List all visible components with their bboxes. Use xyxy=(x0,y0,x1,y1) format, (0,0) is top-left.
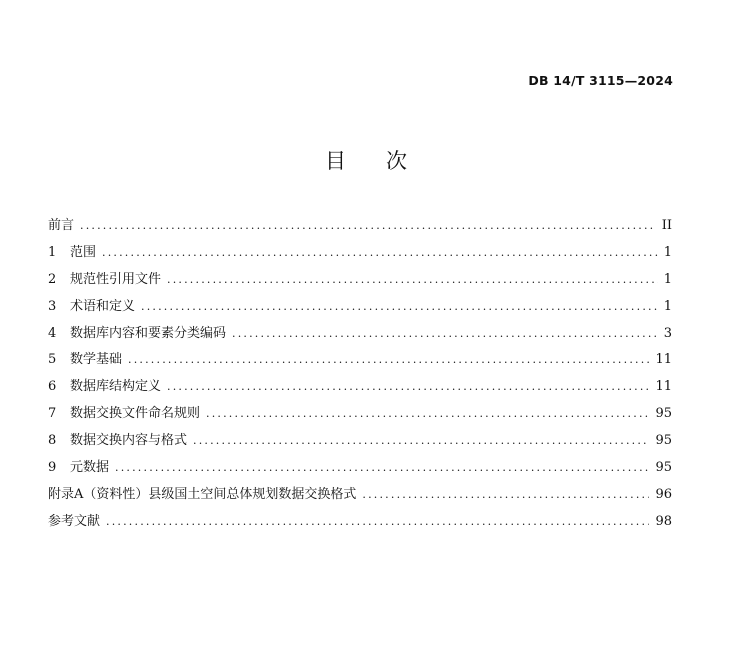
toc-entry-number: 6 xyxy=(48,379,57,395)
toc-leader-dots xyxy=(102,243,658,263)
toc-leader-dots xyxy=(106,512,649,532)
toc-entry-page: 11 xyxy=(655,379,672,395)
toc-entry-preface[interactable] xyxy=(48,216,672,243)
toc-entry-text: 数据库内容和要素分类编码 xyxy=(70,325,227,341)
toc-entry-4[interactable] xyxy=(48,324,672,351)
toc-entry-page: 1 xyxy=(663,244,672,260)
toc-entry-number: 2 xyxy=(48,271,57,287)
toc-entry-page: 95 xyxy=(655,460,672,476)
toc-leader-dots xyxy=(362,485,649,505)
toc-leader-dots xyxy=(193,431,649,451)
toc-leader-dots xyxy=(167,377,649,397)
toc-entry-text: 数据库结构定义 xyxy=(70,379,162,395)
toc-entry-page: 1 xyxy=(663,271,672,287)
toc-entry-5[interactable] xyxy=(48,350,672,377)
toc-leader-dots xyxy=(80,216,656,236)
toc-entry-6[interactable] xyxy=(48,377,672,404)
toc-entry-text: 元数据 xyxy=(70,460,110,476)
toc-entry-9[interactable] xyxy=(48,458,672,485)
toc-entry-text: 数据交换内容与格式 xyxy=(70,433,188,449)
toc-entry-text: 附录A（资料性）县级国土空间总体规划数据交换格式 xyxy=(48,486,357,502)
toc-entry-text: 术语和定义 xyxy=(70,298,136,314)
toc-entry-7[interactable] xyxy=(48,404,672,431)
toc-entry-number: 5 xyxy=(48,352,57,368)
toc-entry-2[interactable] xyxy=(48,270,672,297)
toc-entry-number: 4 xyxy=(48,325,57,341)
toc-entry-appendix-a[interactable] xyxy=(48,485,672,512)
toc-entry-3[interactable] xyxy=(48,297,672,324)
toc-leader-dots xyxy=(232,324,658,344)
toc-entry-number: 3 xyxy=(48,298,57,314)
toc-entry-text: 规范性引用文件 xyxy=(70,271,162,287)
toc-leader-dots xyxy=(141,297,658,317)
document-code: DB 14/T 3115—2024 xyxy=(528,73,673,88)
toc-entry-number: 8 xyxy=(48,433,57,449)
toc-entry-page: 96 xyxy=(655,486,672,502)
toc-entry-page: 95 xyxy=(655,433,672,449)
toc-leader-dots xyxy=(167,270,658,290)
toc-entry-references[interactable] xyxy=(48,512,672,539)
toc-title: 目次 xyxy=(325,149,447,173)
toc-entry-8[interactable] xyxy=(48,431,672,458)
toc-entry-page: II xyxy=(661,218,672,233)
toc-leader-dots xyxy=(206,404,649,424)
toc-entry-page: 11 xyxy=(655,352,672,368)
toc-entry-1[interactable] xyxy=(48,243,672,270)
toc-entry-number: 1 xyxy=(48,244,57,260)
toc-entry-number: 9 xyxy=(48,460,57,476)
toc-entry-text: 数据交换文件命名规则 xyxy=(70,406,201,422)
toc-leader-dots xyxy=(128,350,649,370)
toc-entry-page: 95 xyxy=(655,406,672,422)
toc-entry-page: 98 xyxy=(655,513,672,529)
table-of-contents xyxy=(48,216,672,539)
toc-entry-number: 7 xyxy=(48,406,57,422)
toc-entry-page: 1 xyxy=(663,298,672,314)
toc-entry-text: 范围 xyxy=(70,244,97,260)
toc-entry-text: 数学基础 xyxy=(70,352,123,368)
toc-entry-text: 参考文献 xyxy=(48,513,101,529)
toc-leader-dots xyxy=(115,458,649,478)
toc-entry-text: 前言 xyxy=(48,218,75,233)
toc-entry-page: 3 xyxy=(663,325,672,341)
